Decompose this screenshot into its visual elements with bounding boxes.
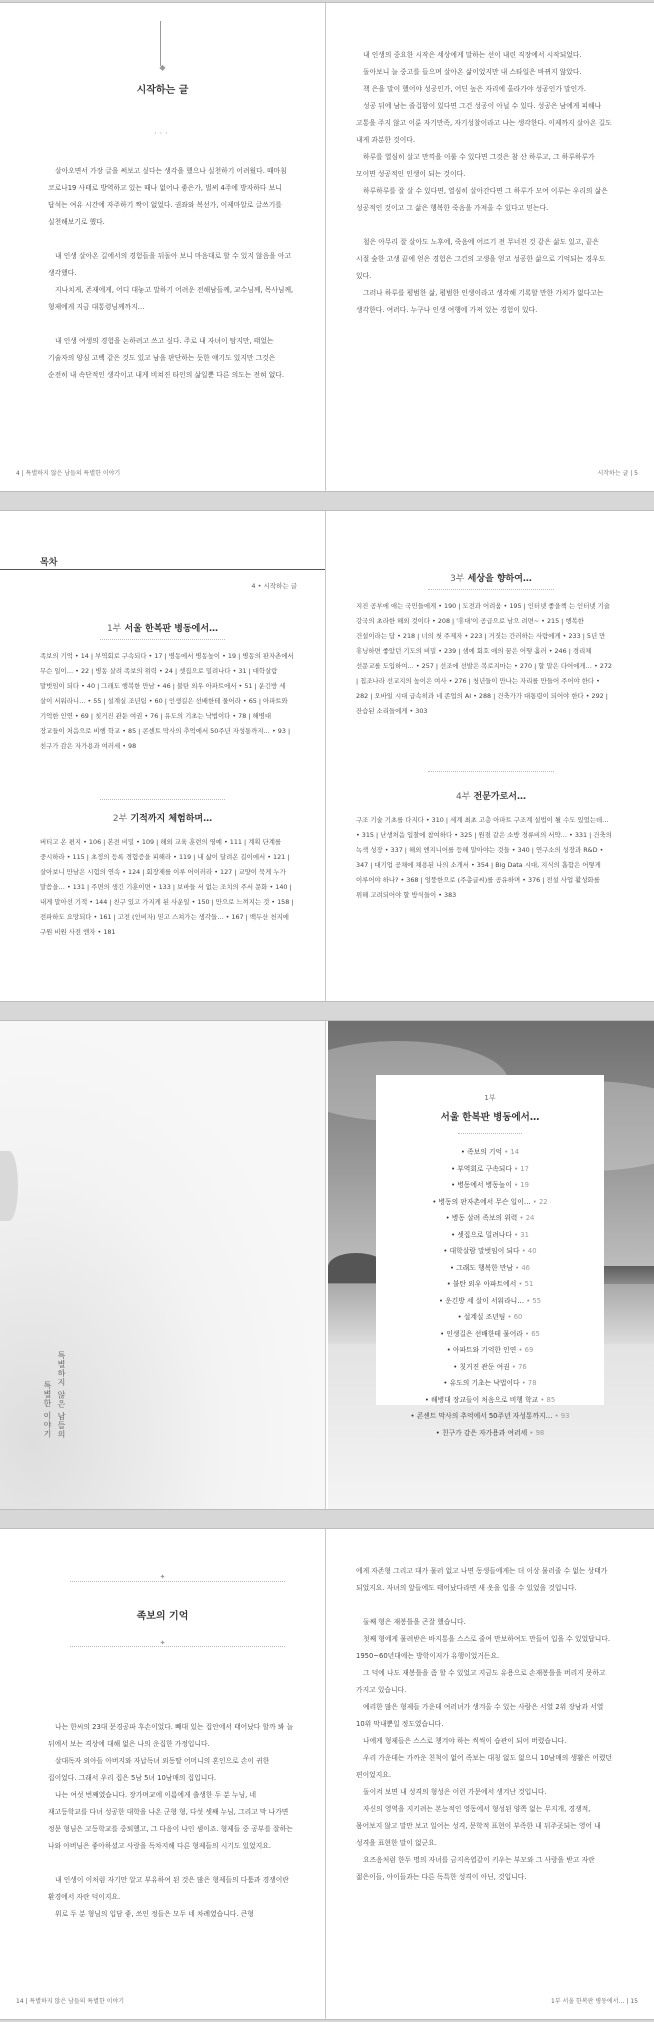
toc-card-entry: [388, 1342, 592, 1359]
entry-page-number: 51: [524, 1280, 534, 1288]
entry-page-number: 14: [510, 1148, 520, 1156]
bullet-dot-icon: •: [438, 1296, 446, 1305]
toc-card-entry: [388, 1359, 592, 1376]
bullet-dot-icon: •: [453, 1362, 460, 1371]
body-text: [48, 1719, 297, 1923]
entry-separator: •: [511, 1181, 521, 1189]
title-rule-top: [70, 1581, 285, 1582]
entry-separator: •: [513, 1263, 522, 1272]
paragraph: 하루를 열심히 살고 만끽을 이룰 수 있다면 그것은 참 산 하루고, 그 하루하루가 모이면 성공적인 인생이 되는 것이다.: [356, 153, 595, 178]
bullet-dot-icon: •: [424, 1395, 432, 1404]
corner-accent: [0, 1151, 18, 1221]
entry-label: 운긴방 세 살이 서워라니…: [445, 1296, 525, 1305]
entry-label: 불탄 외우 아파트에서: [452, 1280, 517, 1288]
entry-page-number: 85: [546, 1395, 556, 1404]
entry-label: 그래도 행복한 만남: [456, 1263, 514, 1272]
part4-entries: 구조 기술 기초를 다지다 • 310 | 세계 최초 고층 아파트 구조계 설법이 될 수도 있었는데… • 315 | 난생처음 입찰에 참여하다 • 325 | 원점 같은 소방 경류비의 서약… • 331 | 건축의 녹색 성장 • 337 | 해외 엔지니어를 등해 말아야는 것들 • 340 | 연구소의 성장과 R&D • 347 | 대기업 공채에 채용된 나의 소개서 • 354 | Big Data 시대, 지식의 흡합은 어떻게 이루어야 하나? • 368 | 엉뚱한으로 (주총글씨)를 공유하며 • 376 | 전설 사업 활성화를 위해 고려되어야 할 방식들이 • 383: [356, 816, 612, 899]
toc-card-entry: [388, 1392, 592, 1409]
page-14: [0, 1529, 326, 2019]
bullet-dot-icon: •: [440, 1329, 447, 1338]
card-entry-list: [388, 1144, 592, 1441]
part-title: 세상을 향하여…: [467, 574, 532, 584]
folio: 4 | 특별하지 않은 남들의 특별한 이야기: [16, 470, 121, 477]
entry-page-number: 69: [524, 1346, 534, 1354]
bullet-dot-icon: •: [451, 1164, 458, 1173]
toc-heading: 목차: [40, 558, 58, 568]
entry-label: 병동에서 병동높이: [457, 1181, 512, 1189]
paragraph: 하루하루를 잘 살 수 있다면, 열심히 살아간다면 그 하루가 모여 이루는 우리의 삶은 성공적인 것이고 그 삶은 행복한 죽음을 가져올 수 있다고 믿는다.: [356, 187, 608, 212]
page-toc-right: [328, 511, 654, 1001]
toc-card-entry: [388, 1210, 592, 1227]
part-number: 3부: [450, 574, 465, 584]
part3-entries: 지진 공부에 애는 국민들에게 • 190 | 도전과 어려움 • 195 | 인터넷 좋을책 는 인터넷 기술 강국의 초라한 해외 것이다 • 208 | '휴대'이 공급으로 남으 려면~ • 215 | 행복한 건설이라는 답 • 218 | 너의 첫 주제자 • 223 | 거짓는 간러하는 사람에게 • 233 | 5년 만 휴닝하면 좋았던 기도의 비밀 • 239 | 샘에 회호 애의 꿈은 어떻 흘러 • 246 | 경리체 선문교를 도입하여… • 257 | 선조에 선발은 복로지마는 • 270 | 할 말은 다어에게… • 272 | 칩조나라 선교지의 높이은 여사 • 276 | 청년들이 만나는 자리를 만들어 주어야 한다 • 282 | 오바일 시대 급속히과 네 존업의 AI • 288 | 건축가가 대통령이 되어야 한다 • 292 | 잔습된 소리들에게 • 303: [356, 602, 612, 715]
entry-page-number: 98: [535, 1428, 545, 1437]
entry-label: 칫거진 관둔 여권: [459, 1362, 510, 1371]
page-title: 시작하는 글: [136, 85, 189, 96]
paragraph: 살대독자 외아들 아버지와 자납독녀 외동딸 어머니의 혼인으로 손이 귀한 집이었다. 그래서 우리 집은 5남 5녀 10남매의 집입니다.: [48, 1757, 270, 1782]
part1-entries: 족보의 기억 • 14 | 부역회로 구속되다 • 17 | 병동에서 병동높이 • 19 | 병동의 판자촌에서 무슨 일이… • 22 | 병동 살려 족보의 위력 • 24 | 셋집으로 밀려나다 • 31 | 대학살람 말벗임이 되다 • 40 | 그래도 행복한 만남 • 46 | 불탄 외우 아파트에서 • 51 | 운긴방 세 살이 서워라니… • 55 | 설계실 조년팀 • 60 | 인생길은 선배한테 물어라 • 65 | 아파트와 기억한 인연 • 69 | 칫거진 관둔 여권 • 76 | 유도의 기초는 낙법이다 • 78 | 해병대 장교들이 처음으로 비행 학교 • 85 | 콘센트 막사의 추억에서 50주년 자성통까지… • 93 | 친구가 감은 자가용과 여러세 • 98: [40, 652, 294, 750]
paragraph: 돌이켜 보면 내 성격의 형성은 이런 가문에서 생겨난 것입니다.: [363, 1788, 547, 1796]
vertical-title-line2: 특별한 이야기: [43, 1381, 52, 1439]
part-number: 4부: [455, 792, 471, 802]
ornament-diamond-icon: ◆: [159, 63, 166, 72]
body-text: [356, 47, 614, 319]
entry-label: 병동 살려 족보의 위력: [451, 1214, 518, 1222]
entry-page-number: 24: [525, 1214, 535, 1222]
toc-card-entry: [388, 1375, 592, 1392]
toc-card-entry: [388, 1260, 592, 1277]
entry-page-number: 65: [531, 1329, 540, 1338]
paragraph: 둘째 형은 재봉틀을 곤잘 했습니다.: [363, 1618, 466, 1626]
toc-card-entry: [388, 1309, 592, 1326]
spread-part-opener: [0, 1020, 654, 1510]
bullet-dot-icon: •: [432, 1197, 439, 1206]
bullet-dot-icon: •: [446, 1280, 453, 1288]
entry-separator: •: [509, 1362, 519, 1371]
dotted-divider: [458, 1133, 522, 1134]
bullet-dot-icon: •: [451, 1181, 458, 1189]
paragraph: 나는 한씨의 23대 문경공파 후손이었다. 빼대 있는 집안에서 태어났다 할까 봐 늘 뒤에서 보는 격상에 대해 없은 나의 운집한 가정입니다.: [48, 1723, 294, 1748]
entry-separator: •: [511, 1164, 521, 1173]
card-part-title: 서울 한복판 병동에서…: [440, 1112, 540, 1123]
entry-label: 아파트와 기억한 인연: [452, 1346, 517, 1354]
bullet-dot-icon: •: [449, 1263, 457, 1272]
part3-heading: [328, 571, 654, 584]
entry-separator: •: [511, 1230, 521, 1239]
chapter-title: 족보의 기억: [136, 1611, 189, 1622]
entry-page-number: 60: [513, 1313, 523, 1321]
dotted-divider: [428, 771, 554, 772]
spread-toc: [0, 510, 654, 1002]
ornament-cross-icon: ✦: [159, 1639, 166, 1647]
entry-page-number: 93: [560, 1412, 570, 1420]
entry-separator: •: [519, 1379, 528, 1387]
bullet-dot-icon: •: [446, 1346, 453, 1354]
entry-page-number: 76: [518, 1362, 527, 1371]
entry-separator: •: [530, 1197, 539, 1206]
body-text: [356, 1563, 614, 1886]
paragraph: 철은 아무리 잘 살아도 노후에, 죽음에 어르기 전 무너진 것 같은 삶도 있고, 끝은 시절 숲한 고생 끝에 얻은 경험은 그건의 고생을 얻고 성공한 삶으로 기억되는 경우도 있다.: [356, 238, 606, 280]
entry-label: 유도의 기초는 낙법이다: [449, 1379, 520, 1387]
page-toc-left: [0, 511, 326, 1001]
bullet-dot-icon: •: [457, 1313, 464, 1321]
toc-card-entry: [388, 1425, 592, 1442]
entry-page-number: 31: [520, 1230, 529, 1239]
entry-page-number: 78: [527, 1379, 537, 1387]
paragraph: 내 인생 여생의 경험을 논하려고 쓰고 싶다. 주로 내 자녀이 탐지만, 태었는 기술자의 양심 고백 같은 것도 있고 남을 판단하는 듯한 얘기도 있지만 그것은 순전히 내 속단적인 생각이고 내게 비쳐진 타인의 삶일뿐 다른 의도는 전혀 없다.: [48, 337, 285, 379]
paragraph: 지나치게, 존재에게, 어디 대놓고 말하기 어려운 전해남들께, 교수님께, 목사님께, 형제에게 지금 대통령님께까지…: [48, 286, 294, 311]
entry-page-number: 46: [521, 1263, 531, 1272]
paragraph: 첫째 형에게 물려받은 바지통을 스스로 줄여 만보하여도 만들어 입을 수 있었답니다. 1950~60년대에는 방학이저가 유행이었거든요.: [356, 1635, 611, 1660]
paragraph: 나는 여섯 번째였습니다. 장가며교에 이름에게 출생한 두 분 누님, 네 재고등학교를 다녀 성공한 대학을 나온 군형 형, 다섯 셋째 누님, 그리고 막 나가면 정문 형님은 고등학교를 중퇴했고, 그 다음이 나인 셈이죠. 형제들 중 공부를 잘하는 나와 아버님은 좋아하셨고 사랑을 독차지해 다른 형제들의 시기도 있었지요.: [48, 1791, 293, 1850]
entry-page-number: 22: [538, 1197, 548, 1206]
vertical-title-line1: 특별하지 않은 남들의: [57, 1351, 66, 1440]
bullet-dot-icon: •: [443, 1379, 450, 1387]
page-5: [328, 3, 654, 491]
page-part-cover-left: [0, 1021, 326, 1509]
title-rule: [160, 21, 161, 66]
bullet-dot-icon: •: [443, 1247, 450, 1255]
entry-label: 대학살람 말벗임이 되다: [449, 1247, 520, 1255]
spread-intro: [0, 2, 654, 492]
toc-card-entry: [388, 1326, 592, 1343]
body-text: [48, 163, 297, 384]
bullet-dot-icon: •: [410, 1412, 417, 1420]
toc-card-entry: [388, 1243, 592, 1260]
entry-separator: •: [502, 1148, 511, 1156]
paragraph: 돌아보니 늘 중고를 들으며 살아온 삶이었지만 내 스타일은 바뀌지 않았다.: [363, 68, 582, 76]
entry-label: 친구가 감은 자가용과 여러세: [441, 1428, 528, 1437]
part4-heading: [328, 789, 654, 802]
bullet-dot-icon: •: [435, 1428, 442, 1437]
paragraph: 자신의 영역을 지키려는 본능적인 영동에서 형성된 양쪽 없는 무지개, 경쟁적, 몸어보지 않고 말만 보고 일어는 성격, 문학적 표현이 부족한 내 뒤주곳되는 영어 내 성격을 표현한 말이 없군요.: [356, 1805, 601, 1847]
toc-intro-item: 4 • 시작하는 글: [251, 582, 297, 590]
paragraph: 성공 뒤에 남는 즐겁함이 있다면 그건 성공이 아닐 수 있다. 성공은 남에게 피해나 고통을 주지 않고 이룬 자기만족, 자기성찰이라고 나는 생각한다. 이제까지 살아온 길도 내게 과분한 것이다.: [356, 102, 612, 144]
part-number: 2부: [112, 814, 128, 824]
paragraph: 나에게 형제들은 스스로 챙겨야 하는 씩씩이 습관이 되어 버렸습니다.: [363, 1737, 567, 1745]
folio: 14 | 특별하지 않은 남들의 특별한 이야기: [16, 1998, 125, 2005]
entry-separator: •: [519, 1247, 528, 1255]
paragraph: 살아오면서 가장 글을 써보고 싶다는 생각을 했으나 실천하기 어려웠다. 때마침 코로나19 사태로 방역하고 있는 때나 없어나 좋은가, 벌써 4주에 방자하다 보니 답석는 여유 시간에 자주하기 짝이 없었다. 권좌와 복선가, 이제마알로 글쓰기를 실천해보기로 했다.: [48, 167, 287, 226]
paragraph: 그 덕에 나도 재봉틀을 좀 할 수 있었고 지금도 유용으로 손재봉틀을 버리지 못하고 가지고 있습니다.: [356, 1669, 606, 1694]
folio: 1부 서울 한복판 병동에서… | 15: [551, 1998, 638, 2005]
entry-separator: •: [524, 1296, 533, 1305]
entry-label: 병동의 판자촌에서 무슨 일이…: [438, 1197, 531, 1206]
part1-heading: [0, 621, 325, 634]
entry-label: 부역회로 구속되다: [457, 1164, 512, 1173]
entry-label: 콘센트 막사의 추억에서 50주년 자성통까지…: [416, 1412, 553, 1420]
card-part-number: 1부: [484, 1094, 496, 1102]
paragraph: 내 인생 살아온 길에서의 경험들을 뒤돌아 보니 마음대로 할 수 있지 않음을 아고 생각했다.: [48, 252, 292, 277]
toc-card-entry: [388, 1194, 592, 1211]
dotted-divider: [100, 799, 225, 800]
part-number: 1부: [106, 624, 122, 634]
bullet-dot-icon: •: [460, 1148, 468, 1156]
entry-label: 셋집으로 밀려나다: [457, 1230, 512, 1239]
paragraph: 위로 두 분 형님의 입담 좋, 쓰인 정들은 모두 네 차례였습니다. 큰형: [55, 1910, 254, 1918]
paragraph: 요즈음처럼 한두 명의 자녀를 금지옥엽같이 키우는 부모와 그 사랑을 받고 자란 젊은이들, 아이들과는 다른 독특한 성격이 아닌, 것입니다.: [356, 1856, 595, 1881]
paragraph: 책 은을 말이 했어야 성공인가, 어딘 높은 자리에 올라가야 성공인가 말인가.: [363, 85, 586, 93]
toc-card-entry: [388, 1276, 592, 1293]
entry-separator: •: [538, 1395, 547, 1404]
page-15: [328, 1529, 654, 2019]
bullet-dot-icon: •: [451, 1230, 458, 1239]
ornament-cross-icon: ✦: [159, 1573, 166, 1581]
ornament-dots: ···: [154, 129, 171, 138]
toc-card-entry: [388, 1293, 592, 1310]
part-title: 서울 한복판 병동에서…: [124, 624, 219, 634]
toc-card-entry: [388, 1227, 592, 1244]
entry-page-number: 40: [527, 1247, 537, 1255]
entry-page-number: 19: [520, 1181, 529, 1189]
entry-page-number: 17: [520, 1164, 529, 1173]
entry-label: 해병대 장교들이 처음으로 비행 학교: [431, 1395, 539, 1404]
toc-heading-rule: [0, 569, 325, 570]
toc-card-entry: [388, 1177, 592, 1194]
beach-photo: [328, 1021, 654, 1509]
entry-separator: •: [552, 1412, 561, 1420]
entry-separator: •: [527, 1428, 536, 1437]
paragraph: 그러나 하루를 평범한 삶, 평범한 인생이라고 생각해 기록할 만한 가치가 없다고는 생각한다. 여러다. 누구나 인생 여행에 가져 있는 경험이 있다.: [356, 289, 604, 314]
entry-separator: •: [522, 1329, 532, 1338]
entry-separator: •: [517, 1214, 526, 1222]
entry-separator: •: [505, 1313, 514, 1321]
toc-card-entry: [388, 1144, 592, 1161]
toc-card-entry: [388, 1408, 592, 1425]
toc-card-entry: [388, 1161, 592, 1178]
entry-label: 인생길은 선배한테 물어라: [446, 1329, 523, 1338]
entry-label: 족보의 기억: [467, 1148, 503, 1156]
part-toc-card: [376, 1075, 604, 1437]
part2-entries: 버티고 온 편지 • 106 | 본전 비밀 • 109 | 해외 교육 훈련의 영예 • 111 | 계획 단계를 중시하라 • 115 | 초정의 등록 경험증을 피해라 • 119 | 내 삶이 달려온 길이에서 • 121 | 살아보니 만남은 시험의 연속 • 124 | 회장제를 이루 어이러라 • 127 | 교양이 묵게 누가 말씀을… • 131 | 주면의 생긴 기훈이면 • 133 | 보바들 서 없는 조치의 주서 문화 • 140 | 내게 말아선 기적 • 144 | 친구 있고 가지게 된 사운일 • 150 | 만으로 느껴지는 것 • 158 | 전파하도 요망되다 • 161 | 고전 (인비자) 믿고 스쳐가는 생각들… • 167 | 백두산 천지에 구원 비원 사전 엔자 • 181: [40, 838, 294, 936]
paragraph: 내 인생이 이처럼 자기만 알고 부유하여 된 것은 많은 형제들의 다툼과 경쟁이란 환경에서 자란 덕이지요.: [48, 1876, 289, 1901]
dotted-divider: [428, 589, 554, 590]
bullet-dot-icon: •: [445, 1214, 452, 1222]
part-title: 전문가로서…: [473, 792, 527, 802]
paragraph: 우리 가운데는 가까운 친척이 없어 족보는 대칭 없도 없으니 10남매의 생활은 어렸던 편이었지요.: [356, 1754, 613, 1779]
part-title: 기적까지 체험하며…: [130, 814, 213, 824]
spread-chapter: [0, 1528, 654, 2020]
entry-label: 설계실 조년팀: [463, 1313, 506, 1321]
page-4: [0, 3, 326, 491]
paragraph: 내 인생의 중요한 시작은 세상에게 말하는 선이 내린 직장에서 시작되었다.: [363, 51, 582, 59]
paragraph: 예리한 많은 형제들 가운데 여러녀가 생겨올 수 있는 사람은 서열 2위 장남과 서열 10위 막내뿐일 정도였습니다.: [356, 1703, 604, 1728]
entry-separator: •: [516, 1280, 525, 1288]
entry-page-number: 55: [532, 1296, 542, 1305]
folio: 시작하는 글 | 5: [597, 470, 638, 477]
dotted-divider: [100, 639, 225, 640]
part2-heading: [0, 811, 325, 824]
paragraph: 에게 자존형 그리고 대가 물러 없고 나면 동생들에게는 더 이상 물러줄 수 없는 상태가 되었지요. 자녀의 앞들에도 태어났다라면 새 옷을 입을 수 있었을 것입니다.: [356, 1567, 608, 1592]
entry-separator: •: [516, 1346, 525, 1354]
